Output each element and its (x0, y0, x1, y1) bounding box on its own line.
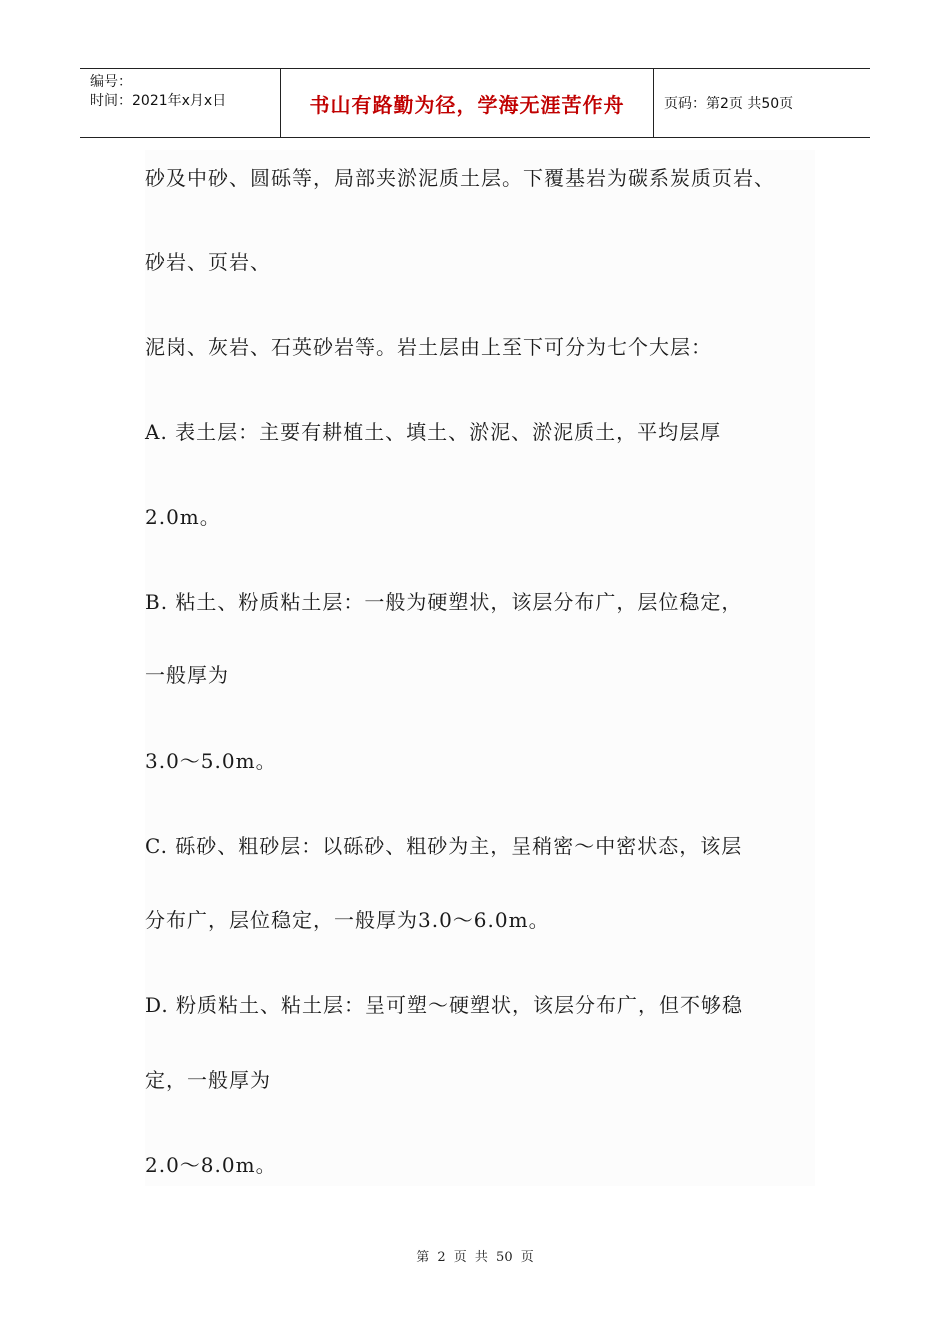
header-meta (80, 69, 281, 137)
paragraph-line: 砂及中砂、圆砾等，局部夹淤泥质土层。下覆基岩为碳系炭质页岩、 (145, 166, 775, 190)
header-motto: 书山有路勤为径，学海无涯苦作舟 (281, 69, 654, 137)
paragraph-line: 泥岗、灰岩、石英砂岩等。岩土层由上至下可分为七个大层： (145, 335, 712, 359)
paragraph-line: 3.0～5.0m。 (145, 749, 277, 773)
paragraph-line: 分布广，层位稳定，一般厚为3.0～6.0m。 (145, 908, 550, 932)
paragraph-line: A. 表土层：主要有耕植土、填土、淤泥、淤泥质土，平均层厚 (145, 420, 722, 444)
paragraph-line: 砂岩、页岩、 (145, 250, 271, 274)
paragraph-line: B. 粘土、粉质粘土层：一般为硬塑状，该层分布广，层位稳定， (145, 590, 743, 614)
paragraph-line: 一般厚为 (145, 663, 229, 687)
document-body (145, 150, 815, 1186)
paragraph-line: C. 砾砂、粗砂层：以砾砂、粗砂为主，呈稍密～中密状态，该层 (145, 834, 743, 858)
document-time-label: 时间：2021年x月x日 (90, 93, 227, 109)
header-page-info: 页码：第2页 共50页 (664, 96, 794, 112)
page-header (80, 68, 870, 138)
paragraph-line: 定，一般厚为 (145, 1068, 271, 1092)
paragraph-line: D. 粉质粘土、粘土层：呈可塑～硬塑状，该层分布广，但不够稳 (145, 993, 744, 1017)
paragraph-line: 2.0m。 (145, 505, 221, 529)
page-footer: 第 2 页 共 50 页 (416, 1250, 534, 1265)
document-number-label: 编号： (90, 74, 132, 90)
paragraph-line: 2.0～8.0m。 (145, 1153, 277, 1177)
